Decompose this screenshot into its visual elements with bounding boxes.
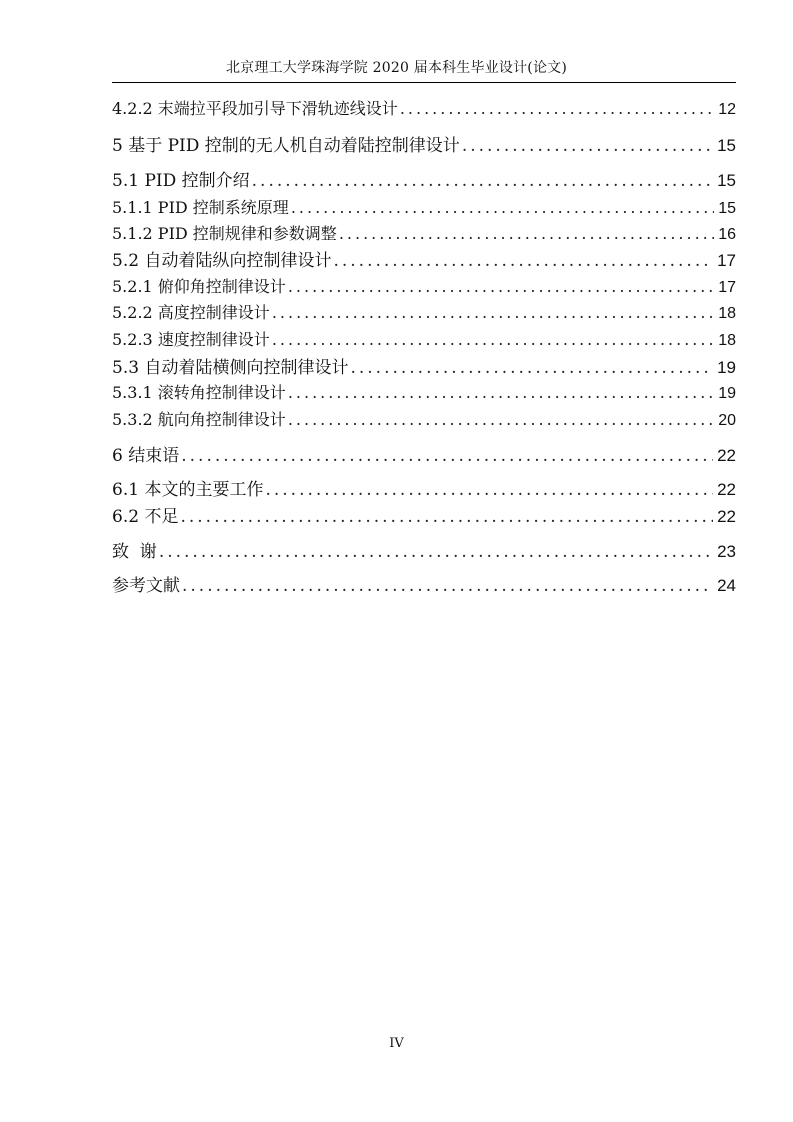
toc-entry-title: 5.2.1 俯仰角控制律设计 xyxy=(112,277,286,296)
toc-entry-page: 24 xyxy=(717,576,736,595)
toc-dot-leader xyxy=(400,99,714,118)
toc-entry-title: 5.3.2 航向角控制律设计 xyxy=(112,410,286,429)
toc-entry-page: 16 xyxy=(718,226,736,243)
toc-entry-title: 5.3.1 滚转角控制律设计 xyxy=(112,383,286,402)
toc-entry-page: 17 xyxy=(718,279,736,296)
toc-entry-page: 22 xyxy=(717,480,736,499)
toc-entry-title: 6 结束语 xyxy=(112,446,180,466)
toc-entry[interactable] xyxy=(112,300,736,323)
toc-entry-page: 15 xyxy=(717,171,736,190)
toc-entry-page: 23 xyxy=(717,542,736,561)
toc-dot-leader xyxy=(288,383,714,402)
toc-entry-title: 5.2.2 高度控制律设计 xyxy=(112,303,270,322)
toc-dot-leader xyxy=(462,136,713,156)
toc-entry-page: 20 xyxy=(718,412,736,429)
toc-entry-title: 6.2 不足 xyxy=(112,507,179,527)
toc-entry-page: 22 xyxy=(717,507,736,526)
toc-entry-title: 致 谢 xyxy=(112,542,157,562)
toc-entry[interactable] xyxy=(112,353,736,378)
toc-dot-leader xyxy=(333,251,713,271)
toc-entry[interactable] xyxy=(112,502,736,527)
toc-entry[interactable] xyxy=(112,195,736,218)
toc-entry-title: 5 基于 PID 控制的无人机自动着陆控制律设计 xyxy=(112,136,460,156)
toc-dot-leader xyxy=(288,410,714,429)
toc-entry[interactable] xyxy=(112,380,736,403)
page-number: IV xyxy=(389,1036,404,1051)
toc-entry-title: 5.2 自动着陆纵向控制律设计 xyxy=(112,251,332,271)
toc-entry-title: 5.2.3 速度控制律设计 xyxy=(112,330,270,349)
toc-dot-leader xyxy=(350,358,713,378)
toc-entry[interactable] xyxy=(112,221,736,244)
toc-dot-leader xyxy=(272,303,714,322)
toc-entry[interactable] xyxy=(112,537,736,562)
toc-entry-page: 19 xyxy=(718,385,736,402)
toc-dot-leader xyxy=(339,224,714,243)
toc-entry-page: 22 xyxy=(717,446,736,465)
toc-entry[interactable] xyxy=(112,441,736,466)
toc-dot-leader xyxy=(181,446,713,466)
toc-entry-title: 6.1 本文的主要工作 xyxy=(112,480,264,500)
toc-entry-title: 参考文献 xyxy=(112,576,180,596)
toc-entry[interactable] xyxy=(112,274,736,297)
toc-entry-page: 12 xyxy=(718,101,736,118)
toc-dot-leader xyxy=(159,542,713,562)
toc-entry-page: 15 xyxy=(717,136,736,155)
toc-entry[interactable] xyxy=(112,96,736,119)
toc-dot-leader xyxy=(252,171,713,191)
toc-entry-page: 15 xyxy=(718,200,736,217)
running-header: 北京理工大学珠海学院 2020 届本科生毕业设计(论文) xyxy=(225,60,568,76)
toc-dot-leader xyxy=(182,576,713,596)
toc-entry-page: 19 xyxy=(717,358,736,377)
toc-entry[interactable] xyxy=(112,166,736,191)
toc-entry-title: 5.1 PID 控制介绍 xyxy=(112,171,250,191)
toc-entry[interactable] xyxy=(112,407,736,430)
toc-dot-leader xyxy=(180,507,713,527)
toc-entry[interactable] xyxy=(112,327,736,350)
toc-entry[interactable] xyxy=(112,246,736,271)
toc-entry-title: 4.2.2 末端拉平段加引导下滑轨迹线设计 xyxy=(112,99,398,118)
toc-entry-title: 5.1.2 PID 控制规律和参数调整 xyxy=(112,224,337,243)
toc-entry[interactable] xyxy=(112,571,736,596)
toc-entry-page: 18 xyxy=(718,305,736,322)
toc-dot-leader xyxy=(291,198,714,217)
header-rule xyxy=(112,82,736,83)
toc-dot-leader xyxy=(265,480,713,500)
toc-entry-title: 5.1.1 PID 控制系统原理 xyxy=(112,198,289,217)
toc-entry[interactable] xyxy=(112,131,736,156)
toc-entry-page: 17 xyxy=(717,251,736,270)
toc-dot-leader xyxy=(288,277,714,296)
toc-entry-page: 18 xyxy=(718,332,736,349)
toc-entry-title: 5.3 自动着陆横侧向控制律设计 xyxy=(112,358,349,378)
toc-dot-leader xyxy=(272,330,714,349)
toc-entry[interactable] xyxy=(112,475,736,500)
